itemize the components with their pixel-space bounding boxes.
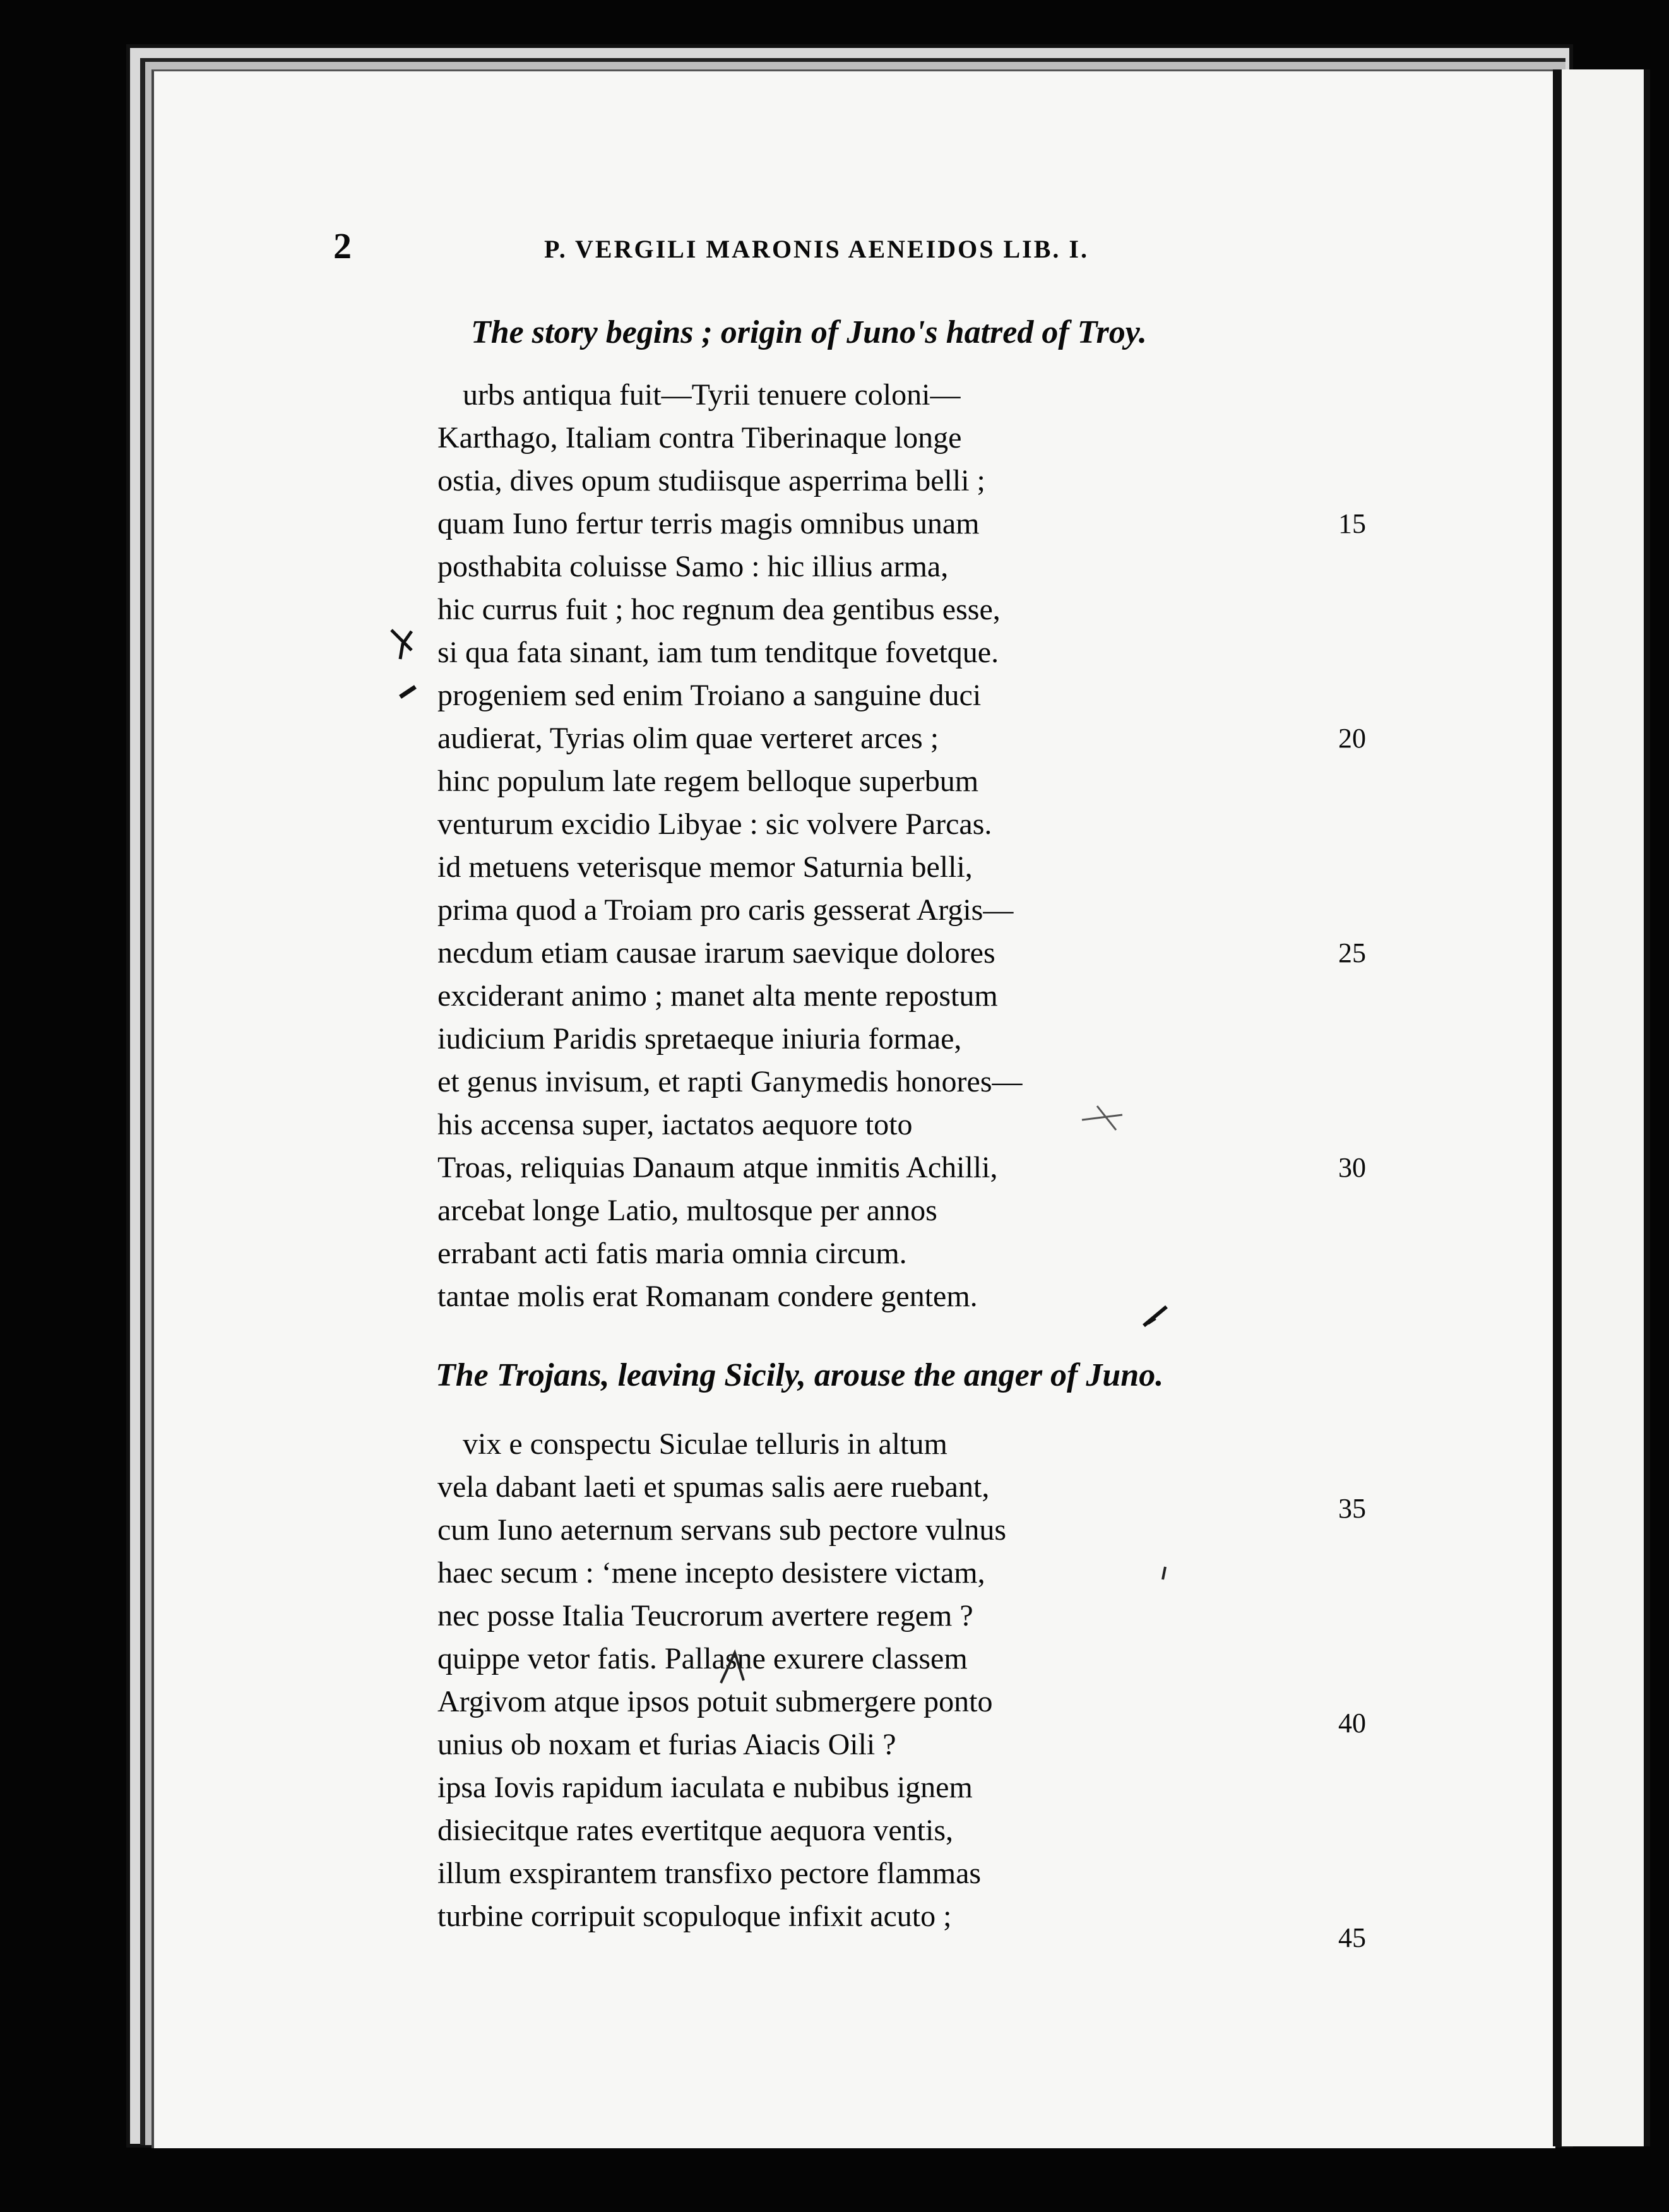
verse-line: prima quod a Troiam pro caris gesserat Argis— (437, 893, 1014, 927)
line-number: 20 (1338, 723, 1366, 754)
verse-line: necdum etiam causae irarum saevique dolores (437, 936, 995, 970)
verse-line: et genus invisum, et rapti Ganymedis honores— (437, 1065, 1023, 1098)
verse-line: venturum excidio Libyae : sic volvere Parcas. (437, 807, 992, 841)
verse-line: urbs antiqua fuit—Tyrii tenuere coloni— (463, 378, 961, 412)
line-number: 30 (1338, 1152, 1366, 1183)
verse-line: vela dabant laeti et spumas salis aere ruebant, (437, 1470, 990, 1504)
verse-line: hinc populum late regem belloque superbum (437, 764, 979, 798)
pencil-tick-icon (1159, 1564, 1172, 1583)
pencil-mark-icon (386, 625, 418, 663)
pencil-tick-icon (1140, 1300, 1172, 1332)
line-number: 35 (1338, 1493, 1366, 1524)
verse-line: audierat, Tyrias olim quae verteret arces ; (437, 722, 939, 755)
verse-line: cum Iuno aeternum servans sub pectore vulnus (437, 1513, 1007, 1547)
pencil-slash-icon (716, 1649, 747, 1687)
verse-block (437, 1423, 1384, 1938)
facing-page-edge (1562, 69, 1650, 2146)
verse-line: unius ob noxam et furias Aiacis Oili ? (437, 1728, 896, 1761)
verse-line: si qua fata sinant, iam tum tenditque fovetque. (437, 636, 999, 669)
verse-line: errabant acti fatis maria omnia circum. (437, 1237, 907, 1270)
verse-line: his accensa super, iactatos aequore toto (437, 1108, 913, 1141)
line-number: 15 (1338, 508, 1366, 539)
verse-line: arcebat longe Latio, multosque per annos (437, 1194, 937, 1227)
verse-line: tantae molis erat Romanam condere gentem. (437, 1280, 978, 1313)
page-number: 2 (333, 225, 352, 266)
verse-line: quippe vetor fatis. Pallasne exurere classem (437, 1642, 968, 1675)
verse-line: progeniem sed enim Troiano a sanguine duci (437, 679, 982, 712)
verse-line: ostia, dives opum studiisque asperrima belli ; (437, 464, 985, 497)
line-number: 25 (1338, 937, 1366, 968)
verse-line: Argivom atque ipsos potuit submergere ponto (437, 1685, 993, 1718)
verse-line: Karthago, Italiam contra Tiberinaque longe (437, 421, 962, 455)
line-number: 40 (1338, 1708, 1366, 1739)
book-gutter (1553, 69, 1562, 2146)
verse-line: turbine corripuit scopuloque infixit acuto ; (437, 1900, 952, 1933)
verse-line: Troas, reliquias Danaum atque inmitis Achilli, (437, 1151, 998, 1184)
pencil-cross-icon (1078, 1102, 1129, 1134)
page-header (0, 227, 1669, 265)
running-title: P. VERGILI MARONIS AENEIDOS LIB. I. (544, 235, 1089, 263)
verse-line: haec secum : ‘mene incepto desistere victam, (437, 1556, 985, 1590)
pencil-tick-icon (396, 682, 422, 701)
verse-line: vix e conspectu Siculae telluris in altum (463, 1427, 947, 1461)
verse-line: nec posse Italia Teucrorum avertere regem ? (437, 1599, 973, 1632)
verse-line: posthabita coluisse Samo : hic illius arma, (437, 550, 949, 583)
verse-line: hic currus fuit ; hoc regnum dea gentibus esse, (437, 593, 1001, 626)
verse-block (437, 374, 1384, 1318)
verse-line: id metuens veterisque memor Saturnia belli, (437, 850, 973, 884)
section-heading: The story begins ; origin of Juno's hatred of Troy. (471, 314, 1147, 350)
verse-line: illum exspirantem transfixo pectore flammas (437, 1857, 982, 1890)
verse-line: disiecitque rates evertitque aequora ventis, (437, 1814, 954, 1847)
verse-line: quam Iuno fertur terris magis omnibus unam (437, 507, 980, 540)
section-heading: The Trojans, leaving Sicily, arouse the anger of Juno. (436, 1357, 1164, 1393)
line-number: 45 (1338, 1922, 1366, 1953)
verse-line: iudicium Paridis spretaeque iniuria formae, (437, 1022, 962, 1055)
verse-line: ipsa Iovis rapidum iaculata e nubibus ignem (437, 1771, 973, 1804)
verse-line: exciderant animo ; manet alta mente repostum (437, 979, 998, 1013)
